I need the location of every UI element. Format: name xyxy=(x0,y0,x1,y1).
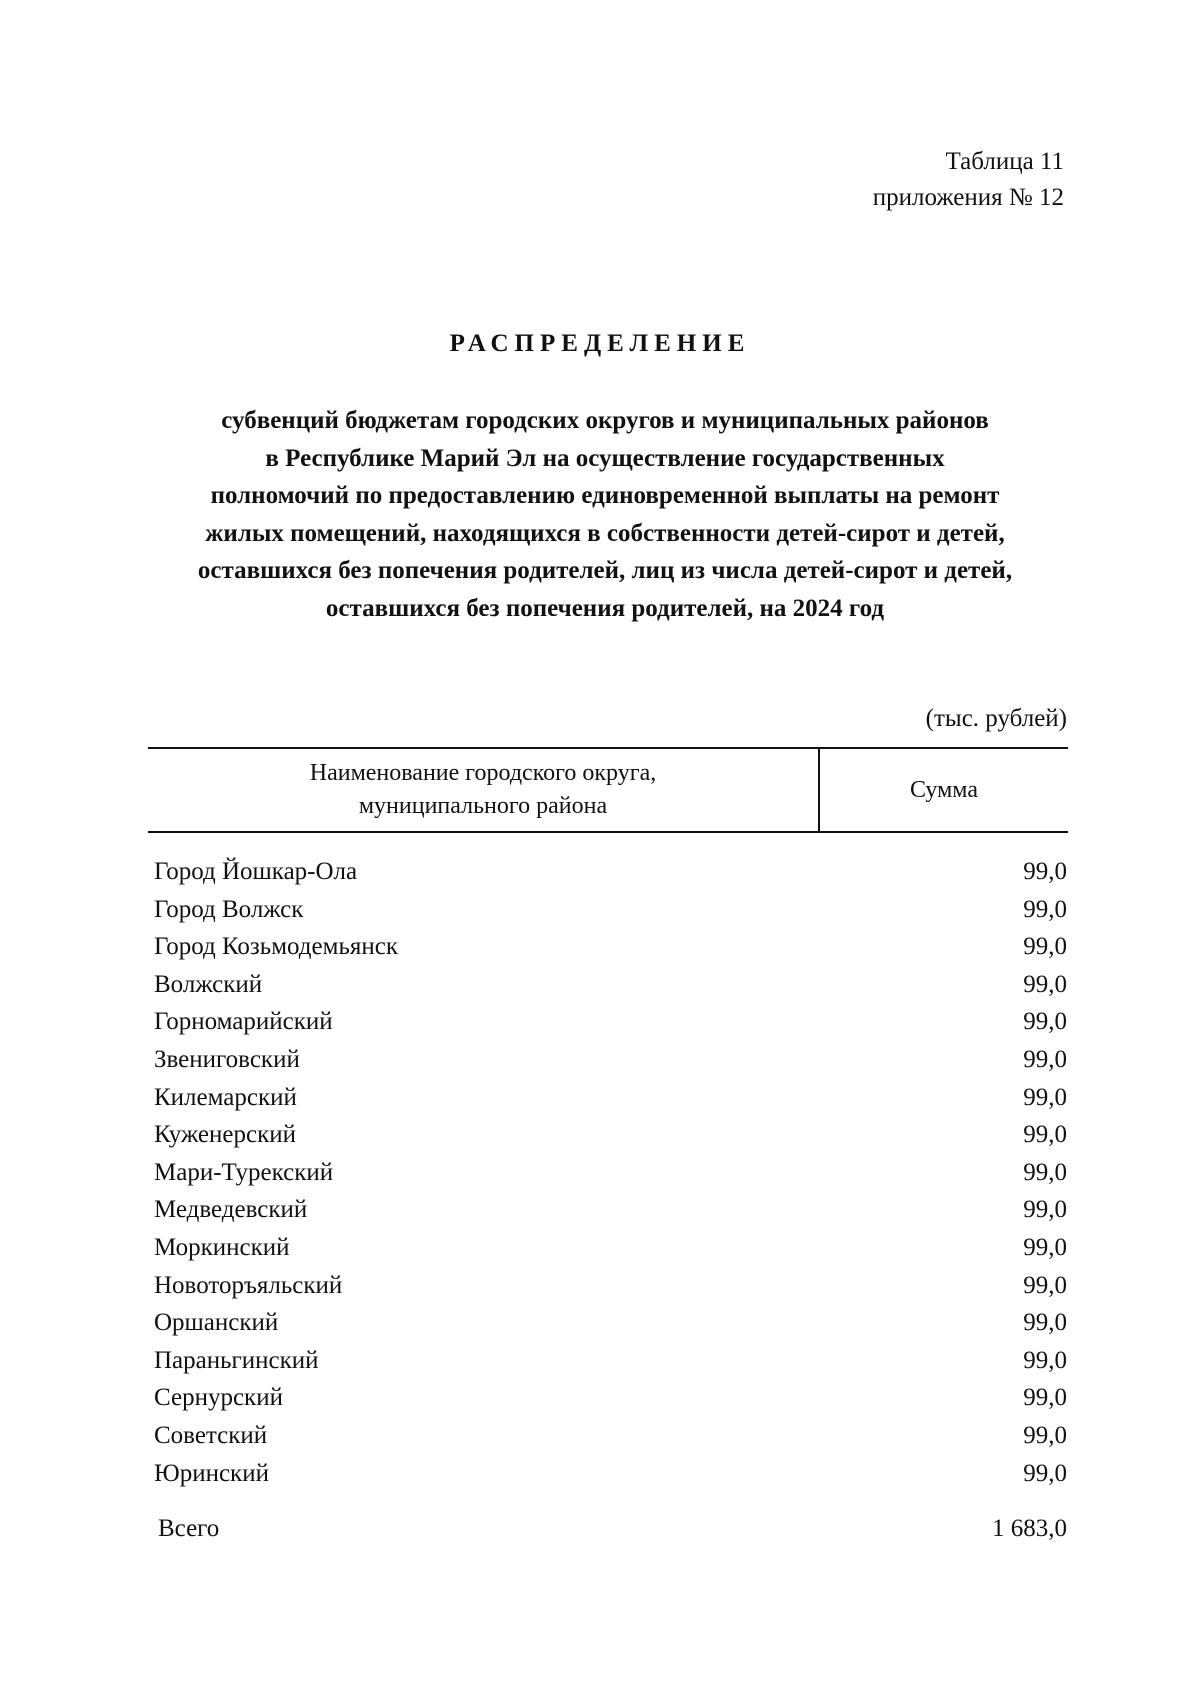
row-value: 99,0 xyxy=(1023,1384,1067,1412)
row-value: 99,0 xyxy=(1023,1421,1067,1449)
row-name: Советский xyxy=(154,1421,268,1449)
table-row xyxy=(148,1304,1068,1342)
table-row xyxy=(148,1079,1068,1117)
row-value: 99,0 xyxy=(1023,1083,1067,1111)
row-name: Новоторъяльский xyxy=(154,1271,343,1299)
table-row xyxy=(148,928,1068,966)
subtitle-line: оставшихся без попечения родителей, лиц из числа детей-сирот и детей, xyxy=(197,557,1013,584)
subtitle-line: жилых помещений, находящихся в собственности детей-сирот и детей, xyxy=(205,519,1005,547)
subtitle-line: оставшихся без попечения родителей, на 2024 год xyxy=(325,594,885,622)
row-value: 99,0 xyxy=(1023,933,1067,961)
reference-line-1: Таблица 11 xyxy=(945,148,1064,175)
subtitle-line: полномочий по предоставлению единовременной выплаты на ремонт xyxy=(210,482,1000,509)
table-reference xyxy=(873,144,1064,216)
row-value: 99,0 xyxy=(1023,895,1067,923)
header-sum-cell: Сумма xyxy=(910,776,978,803)
table-row xyxy=(148,1191,1068,1229)
row-value: 99,0 xyxy=(1023,1346,1067,1374)
document-subtitle xyxy=(160,402,1050,627)
table-row xyxy=(148,1041,1068,1079)
row-value: 99,0 xyxy=(1023,1121,1067,1149)
row-name: Горномарийский xyxy=(154,1008,333,1036)
row-value: 99,0 xyxy=(1023,858,1067,885)
table-row xyxy=(148,853,1068,891)
row-name: Город Козьмодемьянск xyxy=(154,933,398,961)
distribution-table xyxy=(148,747,1068,1548)
row-name: Мари-Турекский xyxy=(154,1158,334,1186)
table-row xyxy=(148,1455,1068,1493)
row-name: Медведевский xyxy=(154,1196,308,1224)
table-row xyxy=(148,1116,1068,1154)
table-row xyxy=(148,1003,1068,1041)
row-name: Килемарский xyxy=(154,1083,297,1111)
row-name: Юринский xyxy=(154,1459,269,1487)
document-title: РАСПРЕДЕЛЕНИЕ xyxy=(449,330,751,357)
row-name: Город Волжск xyxy=(154,895,304,923)
table-row xyxy=(148,891,1068,929)
table-row xyxy=(148,1342,1068,1380)
row-value: 99,0 xyxy=(1023,1271,1067,1299)
table-header xyxy=(148,747,1068,833)
row-value: 99,0 xyxy=(1023,1158,1067,1186)
row-name: Волжский xyxy=(154,970,263,998)
row-value: 99,0 xyxy=(1023,1196,1067,1224)
total-value: 1 683,0 xyxy=(992,1515,1067,1543)
row-value: 99,0 xyxy=(1023,1008,1067,1036)
row-value: 99,0 xyxy=(1023,970,1067,998)
row-value: 99,0 xyxy=(1023,1233,1067,1261)
row-name: Оршанский xyxy=(154,1309,279,1337)
table-row xyxy=(148,1417,1068,1455)
total-row xyxy=(148,1510,1068,1548)
row-name: Параньгинский xyxy=(154,1346,319,1374)
row-name: Сернурский xyxy=(154,1384,283,1412)
reference-line-2: приложения № 12 xyxy=(872,184,1064,211)
table-row xyxy=(148,1229,1068,1267)
table-body xyxy=(148,853,1068,1492)
row-value: 99,0 xyxy=(1023,1045,1067,1073)
subtitle-line: субвенций бюджетам городских округов и муниципальных районов xyxy=(221,407,989,434)
table-row xyxy=(148,1154,1068,1192)
total-label: Всего xyxy=(158,1515,220,1543)
row-name: Моркинский xyxy=(154,1233,290,1261)
row-name: Куженерский xyxy=(154,1121,296,1149)
header-name-cell xyxy=(148,749,820,831)
row-name: Звениговский xyxy=(154,1045,300,1073)
table-row xyxy=(148,1379,1068,1417)
row-name: Город Йошкар-Ола xyxy=(154,858,358,885)
row-value: 99,0 xyxy=(1023,1309,1067,1337)
header-name-line-1: Наименование городского округа, xyxy=(309,760,657,786)
table-row xyxy=(148,966,1068,1004)
table-row xyxy=(148,1267,1068,1305)
subtitle-line: в Республике Марий Эл на осуществление государственных xyxy=(265,444,945,472)
header-name-line-2: муниципального района xyxy=(358,793,608,819)
units-label: (тыс. рублей) xyxy=(925,705,1067,732)
row-value: 99,0 xyxy=(1023,1459,1067,1487)
